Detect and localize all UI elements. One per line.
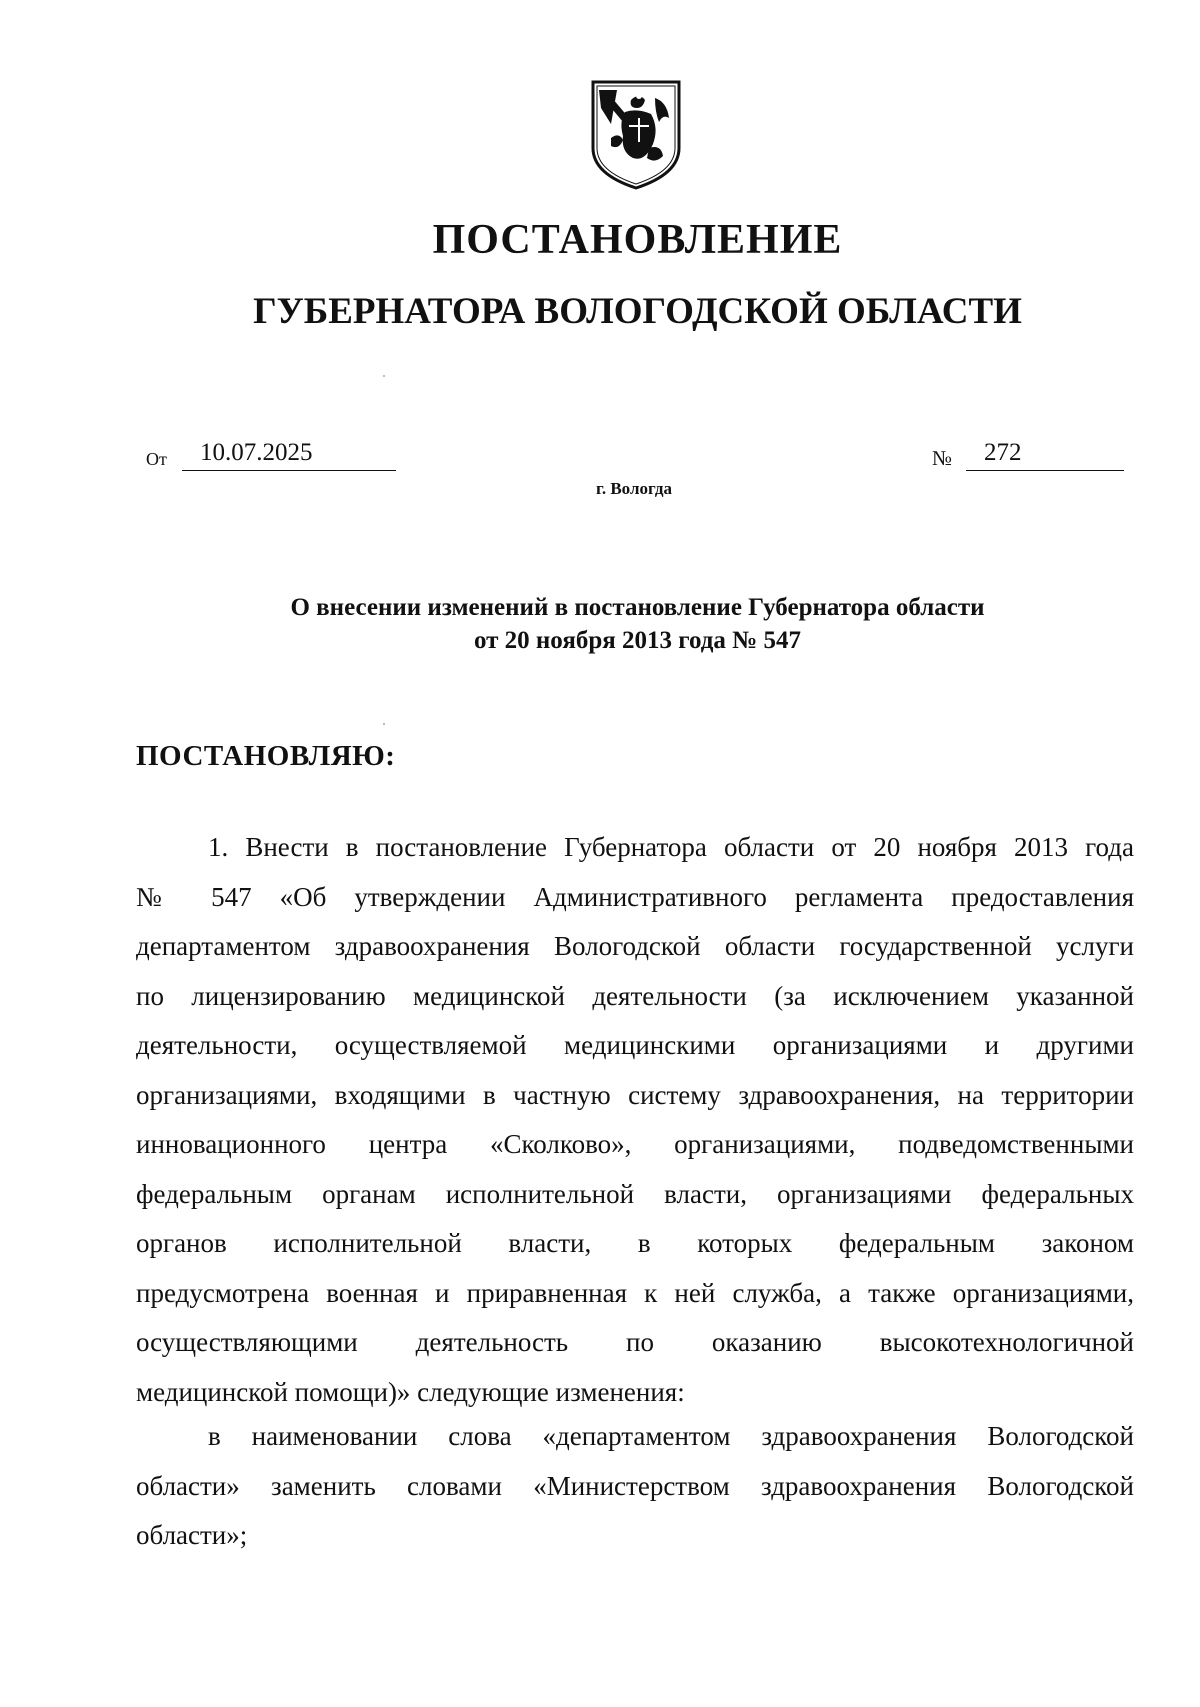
paragraph-2 [136,1412,1134,1561]
scan-speck [383,723,385,725]
paragraph-line: по лицензированию медицинской деятельности (за исключением указанной [136,980,1134,1011]
paragraph-line: инновационного центра «Сколково», организациями, подведомственными [136,1129,1134,1159]
document-subtitle: ГУБЕРНАТОРА ВОЛОГОДСКОЙ ОБЛАСТИ [253,291,1022,332]
paragraph-line: осуществляющими деятельность по оказанию высокотехнологичной [136,1327,1134,1357]
decree-heading: ПОСТАНОВЛЯЮ: [136,740,396,772]
date-label: От [146,449,167,469]
document-title: ПОСТАНОВЛЕНИЕ [432,217,843,263]
paragraph-line: предусмотрена военная и приравненная к ней служба, а также организациями, [136,1277,1134,1308]
subject-line-2: от 20 ноября 2013 года № 547 [473,627,802,654]
paragraph-line: департаментом здравоохранения Вологодской области государственной услуги [136,931,1134,961]
paragraph-line: в наименовании слова «департаментом здравоохранения Вологодской [208,1421,1134,1451]
city-label: г. Вологда [596,479,672,498]
paragraph-line: органов исполнительной власти, в которых федеральным законом [136,1228,1134,1258]
paragraph-line: федеральным органам исполнительной власти, организациями федеральных [136,1178,1134,1209]
paragraph-line: области» заменить словами «Министерством здравоохранения Вологодской [136,1470,1134,1501]
coat-of-arms-icon [589,78,683,192]
paragraph-line: деятельности, осуществляемой медицинскими организациями и другими [136,1030,1134,1060]
paragraph-line: 1. Внести в постановление Губернатора области от 20 ноября 2013 года [208,832,1134,862]
number-label: № [932,446,953,470]
paragraph-line: области»; [136,1520,248,1550]
paragraph-line: медицинской помощи)» следующие изменения: [136,1376,685,1407]
scan-speck [383,375,385,377]
paragraph-1 [136,823,1134,1417]
paragraph-line: № 547 «Об утверждении Административного регламента предоставления [136,881,1134,912]
paragraph-line: организациями, входящими в частную систему здравоохранения, на территории [136,1079,1134,1110]
document-date: 10.07.2025 [182,436,396,471]
subject-line-1: О внесении изменений в постановление Губернатора области [290,594,985,621]
document-number: 272 [966,436,1124,471]
